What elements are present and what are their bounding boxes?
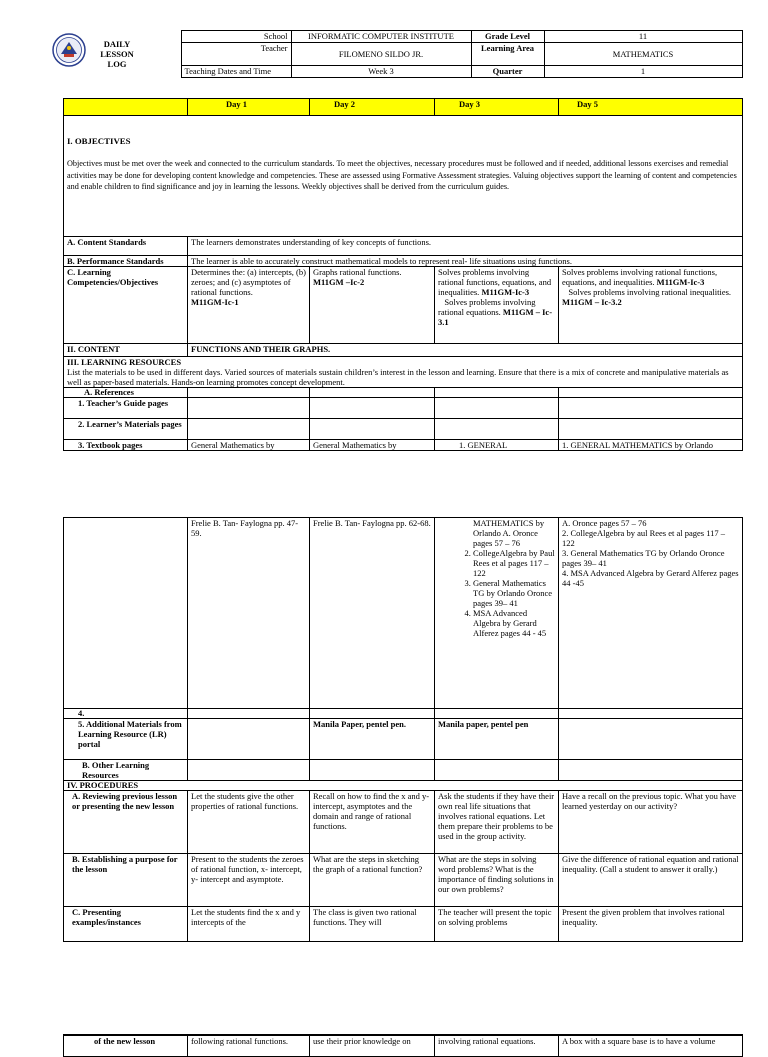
day-1-header: Day 1	[188, 99, 310, 116]
textbook-day-1: General Mathematics by	[188, 440, 310, 451]
purpose-day-3: What are the steps in solving word problems? What is the importance of finding solutions in our own problems?	[435, 854, 559, 907]
content-text: FUNCTIONS AND THEIR GRAPHS.	[188, 344, 743, 357]
additional-day-3: Manila paper, pentel pen	[435, 719, 559, 760]
header-table	[50, 30, 743, 78]
competencies-label: C. Learning Competencies/Objectives	[64, 267, 188, 344]
additional-day-2: Manila Paper, pentel pen.	[310, 719, 435, 760]
lesson-table-page-1	[63, 98, 743, 451]
textbook-day-1-cont: Frelie B. Tan- Faylogna pp. 47- 59.	[188, 518, 310, 709]
presenting-day-5: Present the given problem that involves rational inequality.	[559, 907, 743, 942]
teachers-guide-label: 1. Teacher’s Guide pages	[64, 398, 188, 419]
reviewing-label: A. Reviewing previous lesson or presenting the new lesson	[64, 791, 188, 854]
presenting-day-5-cont: A box with a square base is to have a volume	[559, 1036, 743, 1057]
area-label: Learning Area	[471, 43, 544, 66]
textbook-day-3: 1. GENERAL	[435, 440, 559, 451]
performance-standards-label: B. Performance Standards	[64, 256, 188, 267]
presenting-day-3-cont: involving rational equations.	[435, 1036, 559, 1057]
competency-day-3: Solves problems involving rational functions, equations, and inequalities. M11GM-Ic-3 Solves problems involving rational equations. M11GM – Ic-3.1	[435, 267, 559, 344]
presenting-day-2-cont: use their prior knowledge on	[310, 1036, 435, 1057]
dates-value: Week 3	[291, 66, 471, 78]
grade-value: 11	[544, 31, 742, 43]
competency-day-1: Determines the: (a) intercepts, (b) zeroes; and (c) asymptotes of rational functions. M11GM-Ic-1	[188, 267, 310, 344]
teacher-value: FILOMENO SILDO JR.	[291, 43, 471, 66]
learning-resources-title: III. LEARNING RESOURCES	[67, 357, 182, 367]
presenting-day-1: Let the students find the x and y intercepts of the	[188, 907, 310, 942]
purpose-day-5: Give the difference of rational equation and rational inequality. (Call a student to answer it orally.)	[559, 854, 743, 907]
learning-resources-text: List the materials to be used in different days. Varied sources of materials sustain children’s interest in the lesson and learning. Ensure that there is a mix of concrete and manipulative materials as well as paper-based materials. Hands-on learning promotes concept development.	[67, 367, 729, 387]
purpose-label: B. Establishing a purpose for the lesson	[64, 854, 188, 907]
quarter-label: Quarter	[471, 66, 544, 78]
competency-day-2: Graphs rational functions. M11GM –Ic-2	[310, 267, 435, 344]
day-5-header: Day 5	[559, 99, 743, 116]
performance-standards-text: The learner is able to accurately construct mathematical models to represent real- life situations using functions.	[188, 256, 743, 267]
reviewing-day-3: Ask the students if they have their own real life situations that involves rational equations. Let them prepare their problems to be used in the group activity.	[435, 791, 559, 854]
teacher-label: Teacher	[181, 43, 291, 66]
purpose-day-1: Present to the students the zeroes of rational function, x- intercept, y- intercept and asymptote.	[188, 854, 310, 907]
textbook-day-2: General Mathematics by	[310, 440, 435, 451]
content-standards-label: A. Content Standards	[64, 237, 188, 256]
textbook-pages-label: 3. Textbook pages	[64, 440, 188, 451]
lesson-table-page-3	[63, 1035, 743, 1057]
day-3-header: Day 3	[435, 99, 559, 116]
quarter-value: 1	[544, 66, 742, 78]
presenting-day-1-cont: following rational functions.	[188, 1036, 310, 1057]
school-value: INFORMATIC COMPUTER INSTITUTE	[291, 31, 471, 43]
content-label: II. CONTENT	[64, 344, 188, 357]
procedures-label: IV. PROCEDURES	[64, 781, 743, 791]
textbook-day-3-cont: MATHEMATICS by Orlando A. Oronce pages 57 – 76 2. CollegeAlgebra by Paul Rees et al pages 117 – 122 3. General Mathematics TG by Orlando Oronce pages 39– 41 4. MSA Advanced Algebra by Gerard Alferez pages 44 - 45	[435, 518, 559, 709]
other-resources-label: B. Other Learning Resources	[64, 760, 188, 781]
row-4-label: 4.	[64, 709, 188, 719]
textbook-day-5: 1. GENERAL MATHEMATICS by Orlando	[559, 440, 743, 451]
grade-label: Grade Level	[471, 31, 544, 43]
reviewing-day-1: Let the students give the other properties of rational functions.	[188, 791, 310, 854]
area-value: MATHEMATICS	[544, 43, 742, 66]
competency-day-5: Solves problems involving rational functions, equations, and inequalities. M11GM-Ic-3 Solves problems involving rational inequalities. M11GM – Ic-3.2	[559, 267, 743, 344]
learners-materials-label: 2. Learner’s Materials pages	[64, 419, 188, 440]
lesson-table-page-2	[63, 517, 743, 942]
reviewing-day-5: Have a recall on the previous topic. What you have learned yesterday on our activity?	[559, 791, 743, 854]
references-label: A. References	[64, 388, 188, 398]
school-label: School	[181, 31, 291, 43]
purpose-day-2: What are the steps in sketching the graph of a rational function?	[310, 854, 435, 907]
learning-resources-section	[64, 357, 743, 388]
objectives-section	[64, 116, 743, 237]
objectives-title: I. OBJECTIVES	[67, 136, 131, 146]
content-standards-text: The learners demonstrates understanding of key concepts of functions.	[188, 237, 743, 256]
presenting-label: C. Presenting examples/instances	[64, 907, 188, 942]
textbook-day-5-cont: A. Oronce pages 57 – 76 2. CollegeAlgebra by aul Rees et al pages 117 – 122 3. General Mathematics TG by Orlando Oronce pages 39– 41 4. MSA Advanced Algebra by Gerard Alferez pages 44 -45	[559, 518, 743, 709]
dates-label: Teaching Dates and Time	[181, 66, 291, 78]
objectives-text: Objectives must be met over the week and connected to the curriculum standards. To meet the objectives, necessary procedures must be followed and if needed, additional lessons exercises and remedial activities may be done for developing content knowledge and competencies. These are assessed using Formative Assessment strategies. Valuing objectives support the learning of content and competencies and enable children to find significance and joy in learning the lessons. Weekly objectives shall be derived from the curriculum guides.	[67, 159, 737, 191]
daily-lesson-log-title: DAILY LESSON LOG	[100, 39, 134, 69]
additional-materials-label: 5. Additional Materials from Learning Resource (LR) portal	[64, 719, 188, 760]
day-2-header: Day 2	[310, 99, 435, 116]
presenting-day-2: The class is given two rational functions. They will	[310, 907, 435, 942]
presenting-label-cont: of the new lesson	[64, 1036, 188, 1057]
presenting-day-3: The teacher will present the topic on solving problems	[435, 907, 559, 942]
textbook-day-2-cont: Frelie B. Tan- Faylogna pp. 62-68.	[310, 518, 435, 709]
reviewing-day-2: Recall on how to find the x and y- intercept, asymptotes and the domain and range of rational functions.	[310, 791, 435, 854]
